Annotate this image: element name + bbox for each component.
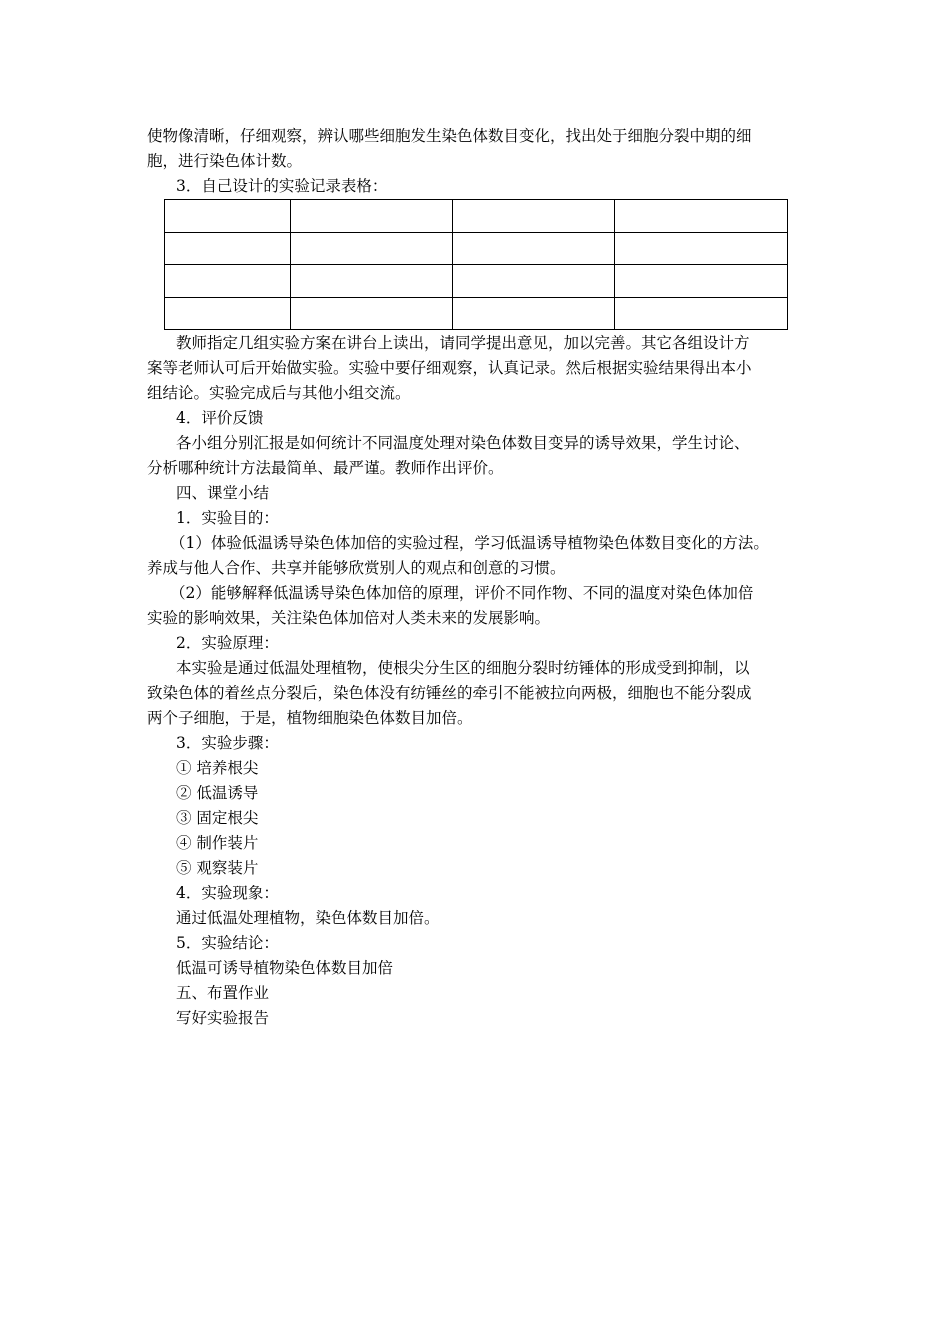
table-cell — [615, 265, 788, 298]
section-heading: 1．实验目的： — [176, 509, 279, 527]
paragraph-line: 教师指定几组实验方案在讲台上读出，请同学提出意见，加以完善。其它各组设计方 — [176, 334, 750, 352]
table-cell — [615, 200, 788, 233]
section-heading: 4．实验现象： — [176, 884, 279, 902]
section-heading: 2．实验原理： — [176, 634, 279, 652]
table-cell — [453, 232, 615, 265]
table-cell — [291, 297, 453, 330]
table-row — [165, 265, 788, 298]
table-cell — [453, 297, 615, 330]
list-item: ④ 制作装片 — [176, 834, 259, 852]
table-cell — [291, 232, 453, 265]
table-cell — [291, 200, 453, 233]
table-cell — [615, 297, 788, 330]
section-heading: 4．评价反馈 — [176, 409, 264, 427]
experiment-record-table — [164, 199, 788, 330]
paragraph-line: 写好实验报告 — [176, 1009, 270, 1027]
table-cell — [453, 200, 615, 233]
section-heading: 3．实验步骤： — [176, 734, 279, 752]
paragraph-line: 低温可诱导植物染色体数目加倍 — [176, 959, 394, 977]
list-item: ② 低温诱导 — [176, 784, 259, 802]
paragraph-line: 实验的影响效果，关注染色体加倍对人类未来的发展影响。 — [147, 609, 551, 627]
list-item: ⑤ 观察装片 — [176, 859, 259, 877]
paragraph-line: 组结论。实验完成后与其他小组交流。 — [147, 384, 411, 402]
paragraph-line: 分析哪种统计方法最简单、最严谨。教师作出评价。 — [147, 459, 504, 477]
paragraph-line: 各小组分别汇报是如何统计不同温度处理对染色体数目变异的诱导效果，学生讨论、 — [176, 434, 750, 452]
table-cell — [453, 265, 615, 298]
paragraph-line: 本实验是通过低温处理植物，使根尖分生区的细胞分裂时纺锤体的形成受到抑制，以 — [176, 659, 750, 677]
section-heading: 5．实验结论： — [176, 934, 279, 952]
paragraph-line: 致染色体的着丝点分裂后，染色体没有纺锤丝的牵引不能被拉向两极，细胞也不能分裂成 — [147, 684, 752, 702]
table-row — [165, 200, 788, 233]
paragraph-line: （1）体验低温诱导染色体加倍的实验过程，学习低温诱导植物染色体数目变化的方法。 — [170, 534, 769, 552]
paragraph-line: （2）能够解释低温诱导染色体加倍的原理，评价不同作物、不同的温度对染色体加倍 — [170, 584, 754, 602]
paragraph-line: 两个子细胞，于是，植物细胞染色体数目加倍。 — [147, 709, 473, 727]
table-cell — [291, 265, 453, 298]
table-row — [165, 232, 788, 265]
list-item: ① 培养根尖 — [176, 759, 259, 777]
table-cell — [615, 232, 788, 265]
paragraph-line: 养成与他人合作、共享并能够欣赏别人的观点和创意的习惯。 — [147, 559, 566, 577]
table-cell — [165, 265, 291, 298]
list-item: ③ 固定根尖 — [176, 809, 259, 827]
table-cell — [165, 232, 291, 265]
table-cell — [165, 200, 291, 233]
table-row — [165, 297, 788, 330]
paragraph-line: 使物像清晰，仔细观察，辨认哪些细胞发生染色体数目变化，找出处于细胞分裂中期的细 — [147, 127, 752, 145]
paragraph-line: 通过低温处理植物，染色体数目加倍。 — [176, 909, 440, 927]
table-cell — [165, 297, 291, 330]
section-heading: 五、布置作业 — [176, 984, 270, 1002]
paragraph-line: 胞，进行染色体计数。 — [147, 152, 303, 170]
section-heading: 四、课堂小结 — [176, 484, 270, 502]
paragraph-line: 案等老师认可后开始做实验。实验中要仔细观察，认真记录。然后根据实验结果得出本小 — [147, 359, 752, 377]
section-heading: 3．自己设计的实验记录表格： — [176, 177, 388, 195]
